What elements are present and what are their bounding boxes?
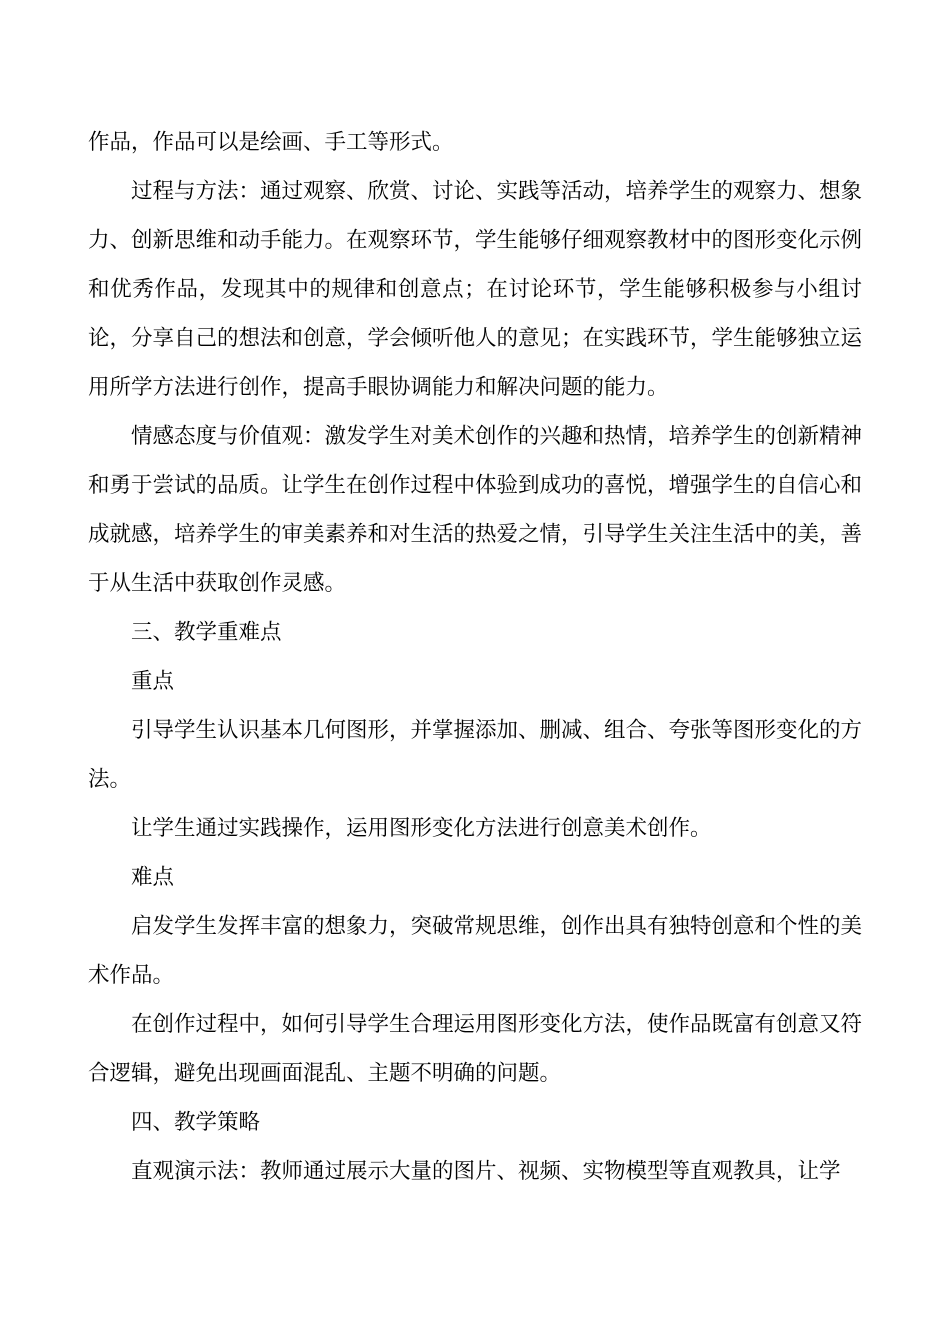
paragraph-emotion-attitude-values: 情感态度与价值观：激发学生对美术创作的兴趣和热情，培养学生的创新精神和勇于尝试的品质。让学生在创作过程中体验到成功的喜悦，增强学生的自信心和成就感，培养学生的审美素养和对生活的热爱之情，引导学生关注生活中的美，善于从生活中获取创作灵感。 [88,424,863,596]
paragraph-difficult-point-2: 在创作过程中，如何引导学生合理运用图形变化方法，使作品既富有创意又符合逻辑，避免出现画面混乱、主题不明确的问题。 [88,1012,863,1086]
paragraph-continuation: 作品，作品可以是绘画、手工等形式。 [88,130,454,155]
paragraph-difficult-point-1: 启发学生发挥丰富的想象力，突破常规思维，创作出具有独特创意和个性的美术作品。 [88,914,863,988]
paragraph-intuitive-demonstration: 直观演示法：教师通过展示大量的图片、视频、实物模型等直观教具，让学 [131,1159,841,1184]
subheading-difficult-points: 难点 [131,865,175,890]
paragraph-key-point-2: 让学生通过实践操作，运用图形变化方法进行创意美术创作。 [131,816,712,841]
section-heading-teaching-strategy: 四、教学策略 [131,1110,261,1135]
paragraph-process-and-methods: 过程与方法：通过观察、欣赏、讨论、实践等活动，培养学生的观察力、想象力、创新思维和动手能力。在观察环节，学生能够仔细观察教材中的图形变化示例和优秀作品，发现其中的规律和创意点；在讨论环节，学生能够积极参与小组讨论，分享自己的想法和创意，学会倾听他人的意见；在实践环节，学生能够独立运用所学方法进行创作，提高手眼协调能力和解决问题的能力。 [88,179,863,400]
paragraph-key-point-1: 引导学生认识基本几何图形，并掌握添加、删减、组合、夸张等图形变化的方法。 [88,718,863,792]
section-heading-key-difficult-points: 三、教学重难点 [131,620,282,645]
document-page [88,118,862,1196]
subheading-key-points: 重点 [131,669,175,694]
